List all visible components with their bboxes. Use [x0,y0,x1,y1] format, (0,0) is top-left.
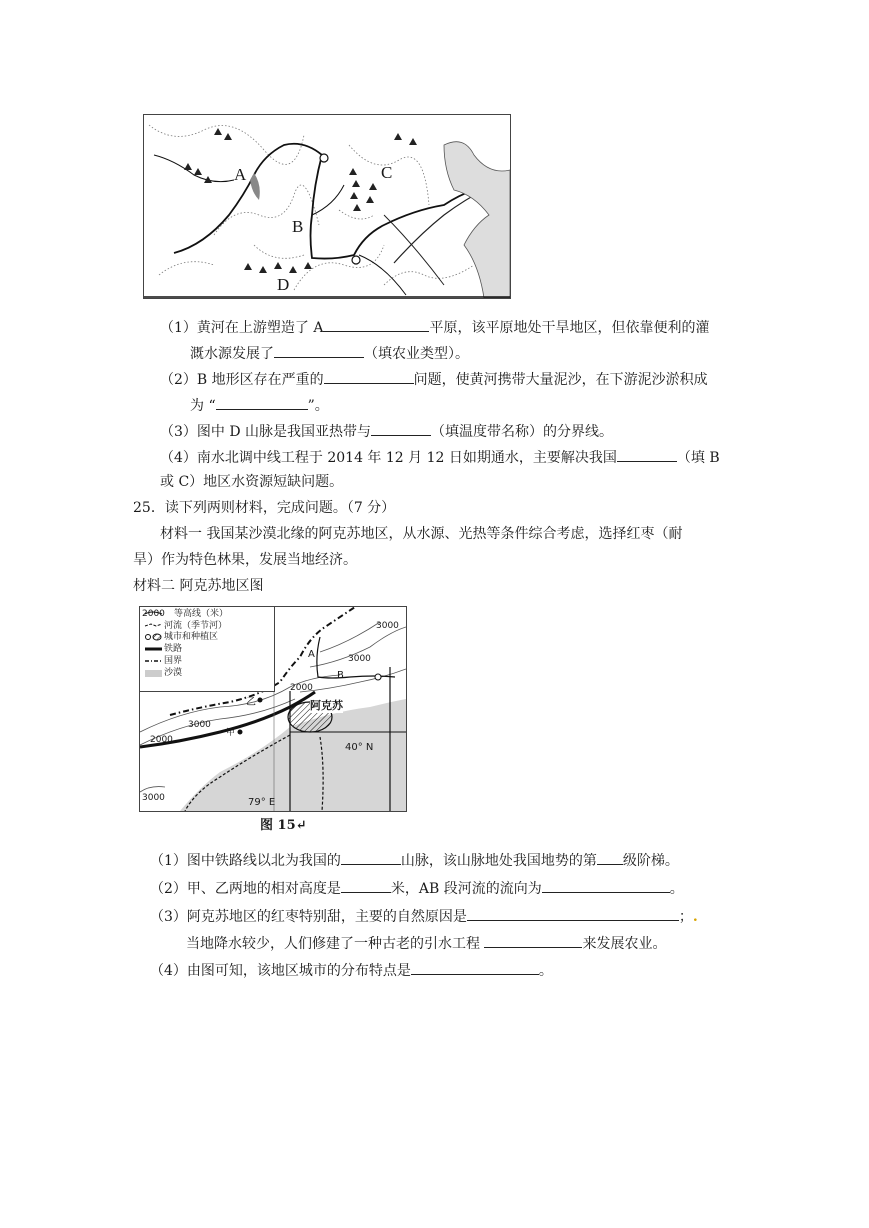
q24-p3-text-b: （填温度带名称）的分界线。 [431,424,614,440]
legend-contour: 等高线（米） [174,609,229,619]
q25-p4-text-a: （4）由图可知，该地区城市的分布特点是 [150,963,411,979]
q25-p1-text-b: 山脉，该山脉地处我国地势的第 [400,853,597,869]
q25-part2 [150,878,684,898]
q25-p2-blank-1[interactable] [341,878,391,893]
q25-p3-blank-1[interactable] [467,906,679,921]
q24-p4-blank[interactable] [617,447,677,462]
map1-label-a: A [234,165,247,184]
q24-part2-line2 [190,395,329,415]
contour-3000-b: 3000 [348,654,371,664]
q25-p3-text-d: 来发展农业。 [582,936,667,952]
legend-city: 城市和种植区 [164,632,219,642]
q25-p2-text-b: 米，AB 段河流的流向为 [390,881,542,897]
legend-desert: 沙漠 [164,668,183,678]
legend-railway: 铁路 [164,644,183,654]
q24-p1-text-a: （1）黄河在上游塑造了 A [160,320,324,336]
q24-p1-text-b: 平原，该平原地处干旱地区，但依靠便利的灌 [429,320,710,336]
q24-part3 [160,421,613,441]
contour-3000-a: 3000 [376,621,399,631]
q24-p3-blank[interactable] [371,421,431,436]
q24-p1-text-d: （填农业类型）。 [364,346,469,362]
q25-p1-text-c: 级阶梯。 [622,853,679,869]
map2-label-jia: 甲 [226,728,236,738]
q24-part1-line2 [190,343,469,363]
map2-label-b: B [337,670,344,681]
q25-part1 [150,850,679,870]
q24-part4-line1 [160,447,720,467]
q24-p4-text-b: （填 B [676,450,720,466]
q25-p2-text-c: 。 [669,881,684,897]
contour-2000-a: 2000 [290,683,313,693]
q25-p2-blank-2[interactable] [542,878,670,893]
q25-p1-text-a: （1）图中铁路线以北为我国的 [150,853,341,869]
q25-material1-line2: 旱）作为特色林果，发展当地经济。 [133,552,357,568]
aksu-map-legend [140,607,275,692]
map1-label-d: D [277,275,290,294]
q25-p1-blank-2[interactable] [597,850,623,865]
q24-p1-blank-1[interactable] [323,317,429,332]
map1-label-c: C [381,163,393,182]
q24-p2-text-c: 为 “ [190,398,216,414]
q24-p2-blank-1[interactable] [324,369,414,384]
yellow-river-map-drawing [144,115,510,298]
q25-p3-text-b: ； [678,909,693,925]
q24-part2-line1 [160,369,708,389]
q25-p4-text-b: 。 [538,963,553,979]
q24-p1-blank-2[interactable] [274,343,364,358]
q25-p3-text-a: （3）阿克苏地区的红枣特别甜，主要的自然原因是 [150,909,467,925]
q24-part4-line2 [160,473,343,491]
contour-3000-c: 3000 [188,720,211,730]
contour-3000-d: 3000 [142,793,165,803]
q24-p2-text-d: ”。 [307,398,329,414]
q25-part4 [150,960,553,980]
map2-longitude: 79° E [248,797,276,808]
legend-contour-number: 2000 [142,609,165,619]
map1-label-b: B [292,217,304,236]
q24-p4-text-a: （4）南水北调中线工程于 2014 年 12 月 12 日如期通水，主要解决我国 [160,450,617,466]
q25-p3-text-c: 当地降水较少，人们修建了一种古老的引水工程 [186,936,480,952]
q25-part3-line2 [186,933,666,953]
q24-p2-text-a: （2）B 地形区存在严重的 [160,372,324,388]
orange-mark: . [692,909,698,925]
map2-city-aksu: 阿克苏 [310,699,343,712]
q25-title: 25．读下列两则材料，完成问题。（7 分） [133,500,396,516]
map2-latitude: 40° N [345,742,374,753]
q25-material1-line1: 材料一 我国某沙漠北缘的阿克苏地区，从水源、光热等条件综合考虑，选择红枣（耐 [160,526,683,542]
map2-label-a: A [308,649,315,660]
q25-p4-blank[interactable] [411,960,539,975]
yellow-river-map [143,114,511,299]
q25-part3-line1 [150,906,698,926]
contour-2000-b: 2000 [150,735,173,745]
q25-p1-blank-1[interactable] [341,850,401,865]
q24-p3-text-a: （3）图中 D 山脉是我国亚热带与 [160,424,372,440]
map2-label-yi: 乙 [246,697,256,708]
legend-symbols [144,607,164,691]
q25-material2-heading: 材料二 阿克苏地区图 [133,578,264,594]
q24-part1-line1 [160,317,709,337]
q24-p2-text-b: 问题，使黄河携带大量泥沙，在下游泥沙淤积成 [413,372,708,388]
q24-p1-text-c: 溉水源发展了 [190,346,274,362]
legend-river: 河流（季节河） [164,621,228,631]
aksu-map [139,606,407,812]
figure-caption: 图 15↵ [260,818,307,833]
q25-p3-blank-2[interactable] [484,933,582,948]
q24-p2-blank-2[interactable] [216,395,308,410]
legend-border: 国界 [164,656,183,666]
q24-p4-text-c: 或 C）地区水资源短缺问题。 [160,474,344,490]
q25-p2-text-a: （2）甲、乙两地的相对高度是 [150,881,341,897]
